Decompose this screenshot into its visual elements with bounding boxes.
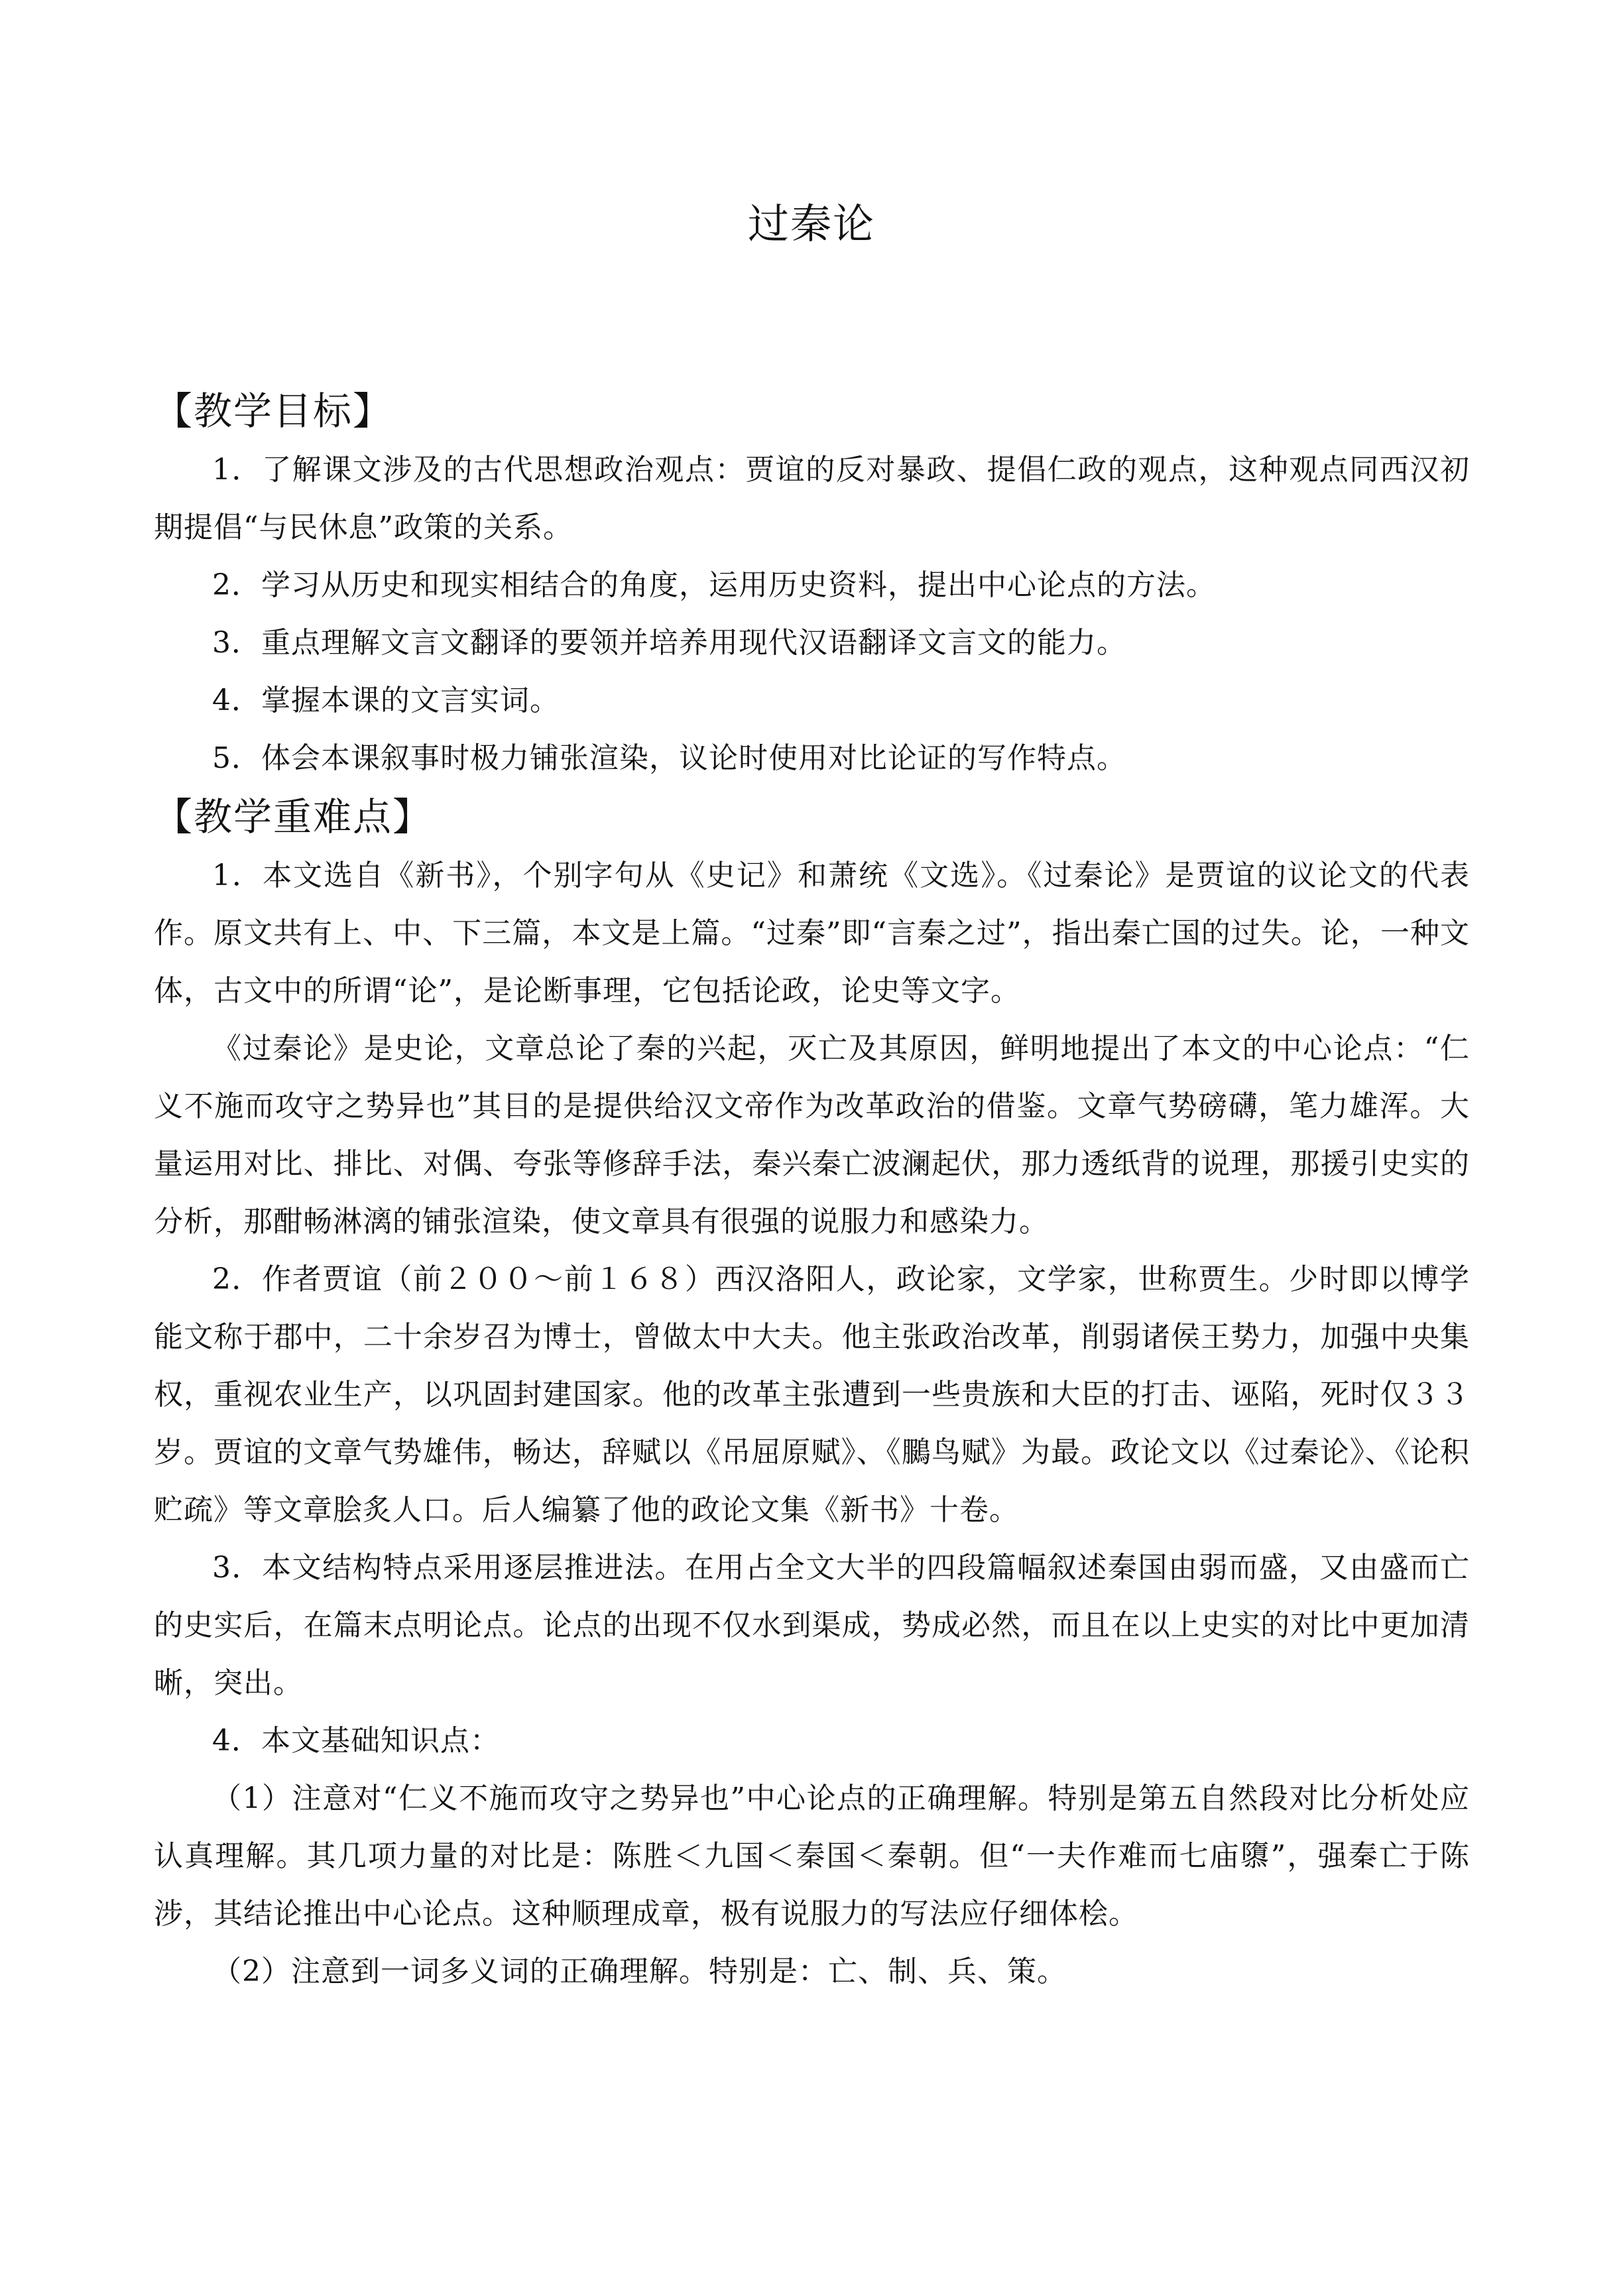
key-point-paragraph: （2）注意到一词多义词的正确理解。特别是：亡、制、兵、策。 [212,1955,1067,1988]
objective-item: 3．重点理解文言文翻译的要领并培养用现代汉语翻译文言文的能力。 [212,626,1126,660]
key-point-paragraph: 2．作者贾谊（前２００～前１６８）西汉洛阳人，政论家，文学家，世称贾生。少时即以博学能文称于郡中，二十余岁召为博士，曾做太中大夫。他主张政治改革，削弱诸侯王势力，加强中央集权，重视农业生产，以巩固封建国家。他的改革主张遭到一些贵族和大臣的打击、诬陷，死时仅３３岁。贾谊的文章气势雄伟，畅达，辞赋以《吊屈原赋》、《鵩鸟赋》为最。政论文以《过秦论》、《论积贮疏》等文章脍炙人口。后人编纂了他的政论文集《新书》十卷。 [154,1262,1470,1527]
key-point-paragraph: 3．本文结构特点采用逐层推进法。在用占全文大半的四段篇幅叙述秦国由弱而盛，又由盛而亡的史实后，在篇末点明论点。论点的出现不仅水到渠成，势成必然，而且在以上史实的对比中更加清晰，突出。 [154,1551,1470,1700]
key-point-paragraph: 1．本文选自《新书》，个别字句从《史记》和萧统《文选》。《过秦论》是贾谊的议论文的代表作。原文共有上、中、下三篇，本文是上篇。“过秦”即“言秦之过”，指出秦亡国的过失。论，一种文体，古文中的所谓“论”，是论断事理，它包括论政，论史等文字。 [154,859,1470,1008]
objective-item: 1．了解课文涉及的古代思想政治观点：贾谊的反对暴政、提倡仁政的观点，这种观点同西汉初期提倡“与民休息”政策的关系。 [154,453,1470,544]
objective-item: 5．体会本课叙事时极力铺张渲染，议论时使用对比论证的写作特点。 [212,741,1126,775]
key-point-paragraph: 《过秦论》是史论，文章总论了秦的兴起，灭亡及其原因，鲜明地提出了本文的中心论点：“仁义不施而攻守之势异也”其目的是提供给汉文帝作为改革政治的借鉴。文章气势磅礴，笔力雄浑。大量运用对比、排比、对偶、夸张等修辞手法，秦兴秦亡波澜起伏，那力透纸背的说理，那援引史实的分析，那酣畅淋漓的铺张渲染，使文章具有很强的说服力和感染力。 [154,1032,1470,1239]
key-point-paragraph: （1）注意对“仁义不施而攻守之势异也”中心论点的正确理解。特别是第五自然段对比分析处应认真理解。其几项力量的对比是：陈胜＜九国＜秦国＜秦朝。但“一夫作难而七庙隳”，强秦亡于陈涉，其结论推出中心论点。这种顺理成章，极有说服力的写法应仔细体桧。 [154,1782,1470,1931]
objective-item: 2．学习从历史和现实相结合的角度，运用历史资料，提出中心论点的方法。 [212,568,1216,602]
section-heading-objectives: 【教学目标】 [154,389,393,434]
document-body [154,381,1470,2000]
section-heading-key-points: 【教学重难点】 [154,794,433,839]
key-point-paragraph: 4．本文基础知识点： [212,1724,500,1758]
objective-item: 4．掌握本课的文言实词。 [212,684,560,717]
page-title: 过秦论 [747,200,875,248]
